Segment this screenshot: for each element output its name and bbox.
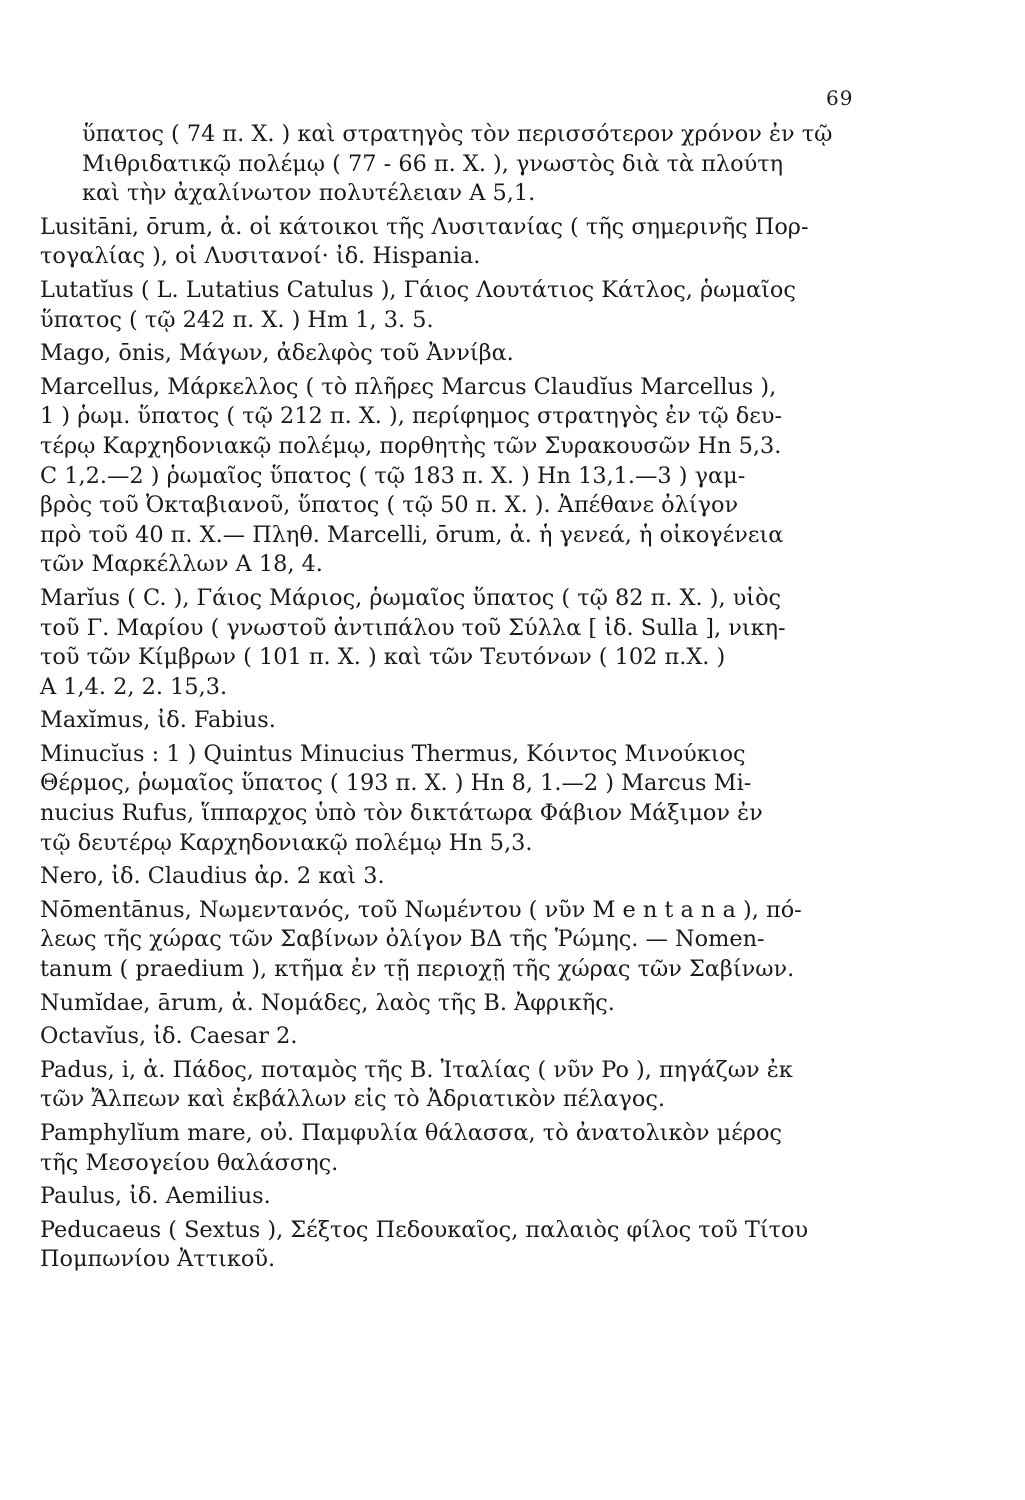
entry-line: τῷ δευτέρῳ Καρχηδονιακῷ πολέμῳ Hn 5,3. xyxy=(40,829,533,856)
entry-line: nucius Rufus, ἵππαρχος ὑπὸ τὸν δικτάτωρα Φάβιον Μάξιμον ἐν xyxy=(40,800,763,827)
entry-line: πρὸ τοῦ 40 π. Χ.— Πληθ. Marcelli, ōrum, ἀ. ἡ γενεά, ἡ οἰκογένεια xyxy=(40,521,784,548)
glossary-entry xyxy=(40,989,880,1019)
glossary-entry xyxy=(40,120,880,209)
glossary-entry xyxy=(40,1056,880,1115)
page-number: 69 xyxy=(826,86,854,110)
entry-line: Minucĭus : 1 ) Quintus Minucius Thermus, Κόιντος Μινούκιος xyxy=(40,740,746,767)
entry-line: Mago, ōnis, Μάγων, ἀδελφὸς τοῦ Ἀννίβα. xyxy=(40,340,514,367)
glossary-entry xyxy=(40,1119,880,1178)
glossary-entry xyxy=(40,373,880,580)
glossary-entries xyxy=(40,120,880,1279)
entry-line: tanum ( praedium ), κτῆμα ἐν τῇ περιοχῇ τῆς χώρας τῶν Σαβίνων. xyxy=(40,956,795,983)
entry-line: τοῦ τῶν Κίμβρων ( 101 π. Χ. ) καὶ τῶν Τευτόνων ( 102 π.Χ. ) xyxy=(40,644,726,671)
entry-line: τῶν Ἄλπεων καὶ ἐκβάλλων εἰς τὸ Ἀδριατικὸν πέλαγος. xyxy=(40,1086,666,1113)
glossary-entry xyxy=(40,276,880,335)
glossary-entry xyxy=(40,862,880,892)
entry-line: C 1,2.—2 ) ῥωμαῖος ὕπατος ( τῷ 183 π. Χ. ) Hn 13,1.—3 ) γαμ- xyxy=(40,462,746,489)
entry-line: καὶ τὴν ἀχαλίνωτον πολυτέλειαν Α 5,1. xyxy=(82,180,536,207)
glossary-entry xyxy=(40,584,880,702)
glossary-entry xyxy=(40,1182,880,1212)
glossary-entry xyxy=(40,740,880,858)
entry-line: τῆς Μεσογείου θαλάσσης. xyxy=(40,1149,339,1176)
entry-line: Μιθριδατικῷ πολέμῳ ( 77 - 66 π. Χ. ), γνωστὸς διὰ τὰ πλούτη xyxy=(82,150,784,177)
entry-line: Octavĭus, ἰδ. Caesar 2. xyxy=(40,1023,298,1050)
entry-line: Nōmentānus, Νωμεντανός, τοῦ Νωμέντου ( νῦν M e n t a n a ), πό- xyxy=(40,896,802,923)
glossary-entry xyxy=(40,896,880,985)
entry-line: τοῦ Γ. Μαρίου ( γνωστοῦ ἀντιπάλου τοῦ Σύλλα [ ἰδ. Sulla ], νικη- xyxy=(40,614,786,641)
entry-line: Lusitāni, ōrum, ἀ. οἱ κάτοικοι τῆς Λυσιτανίας ( τῆς σημερινῆς Πορ- xyxy=(40,213,809,240)
entry-line: Πομπωνίου Ἀττικοῦ. xyxy=(40,1246,276,1273)
entry-line: Maxĭmus, ἰδ. Fabius. xyxy=(40,707,276,734)
glossary-entry xyxy=(40,706,880,736)
entry-line: τῶν Μαρκέλλων Α 18, 4. xyxy=(40,551,323,578)
entry-line: λεως τῆς χώρας τῶν Σαβίνων ὀλίγον ΒΔ τῆς Ῥώμης. — Nomen- xyxy=(40,926,765,953)
entry-line: Marĭus ( C. ), Γάιος Μάριος, ῥωμαῖος ὕπατος ( τῷ 82 π. Χ. ), υἱὸς xyxy=(40,584,782,611)
entry-line: ὕπατος ( τῷ 242 π. Χ. ) Hm 1, 3. 5. xyxy=(40,306,434,333)
entry-line: τογαλίας ), οἱ Λυσιτανοί· ἰδ. Hispania. xyxy=(40,243,481,270)
entry-line: Numĭdae, ārum, ἀ. Νομάδες, λαὸς τῆς Β. Ἀφρικῆς. xyxy=(40,989,615,1016)
entry-line: βρὸς τοῦ Ὀκταβιανοῦ, ὕπατος ( τῷ 50 π. Χ. ). Ἀπέθανε ὀλίγον xyxy=(40,492,739,519)
entry-line: Nero, ἰδ. Claudius ἀρ. 2 καὶ 3. xyxy=(40,863,385,890)
glossary-entry xyxy=(40,1022,880,1052)
glossary-entry xyxy=(40,1216,880,1275)
entry-line: Lutatĭus ( L. Lutatius Catulus ), Γάιος Λουτάτιος Κάτλος, ῥωμαῖος xyxy=(40,276,796,303)
glossary-entry xyxy=(40,339,880,369)
entry-line: τέρῳ Καρχηδονιακῷ πολέμῳ, πορθητὴς τῶν Συρακουσῶν Hn 5,3. xyxy=(40,432,782,459)
entry-line: Α 1,4. 2, 2. 15,3. xyxy=(40,673,228,700)
entry-line: Θέρμος, ῥωμαῖος ὕπατος ( 193 π. Χ. ) Hn 8, 1.—2 ) Marcus Mi- xyxy=(40,770,752,797)
entry-line: Padus, i, ἀ. Πάδος, ποταμὸς τῆς Β. Ἰταλίας ( νῦν Po ), πηγάζων ἐκ xyxy=(40,1056,793,1083)
entry-line: 1 ) ῥωμ. ὕπατος ( τῷ 212 π. Χ. ), περίφημος στρατηγὸς ἐν τῷ δευ- xyxy=(40,403,783,430)
entry-line: Paulus, ἰδ. Aemilius. xyxy=(40,1183,271,1210)
entry-line: Marcellus, Μάρκελλος ( τὸ πλῆρες Marcus Claudĭus Marcellus ), xyxy=(40,373,777,400)
entry-line: Peducaeus ( Sextus ), Σέξτος Πεδουκαῖος, παλαιὸς φίλος τοῦ Τίτου xyxy=(40,1216,809,1243)
glossary-entry xyxy=(40,213,880,272)
entry-line: ὕπατος ( 74 π. Χ. ) καὶ στρατηγὸς τὸν περισσότερον χρόνον ἐν τῷ xyxy=(82,121,833,147)
entry-line: Pamphylĭum mare, οὐ. Παμφυλία θάλασσα, τὸ ἀνατολικὸν μέρος xyxy=(40,1120,782,1146)
